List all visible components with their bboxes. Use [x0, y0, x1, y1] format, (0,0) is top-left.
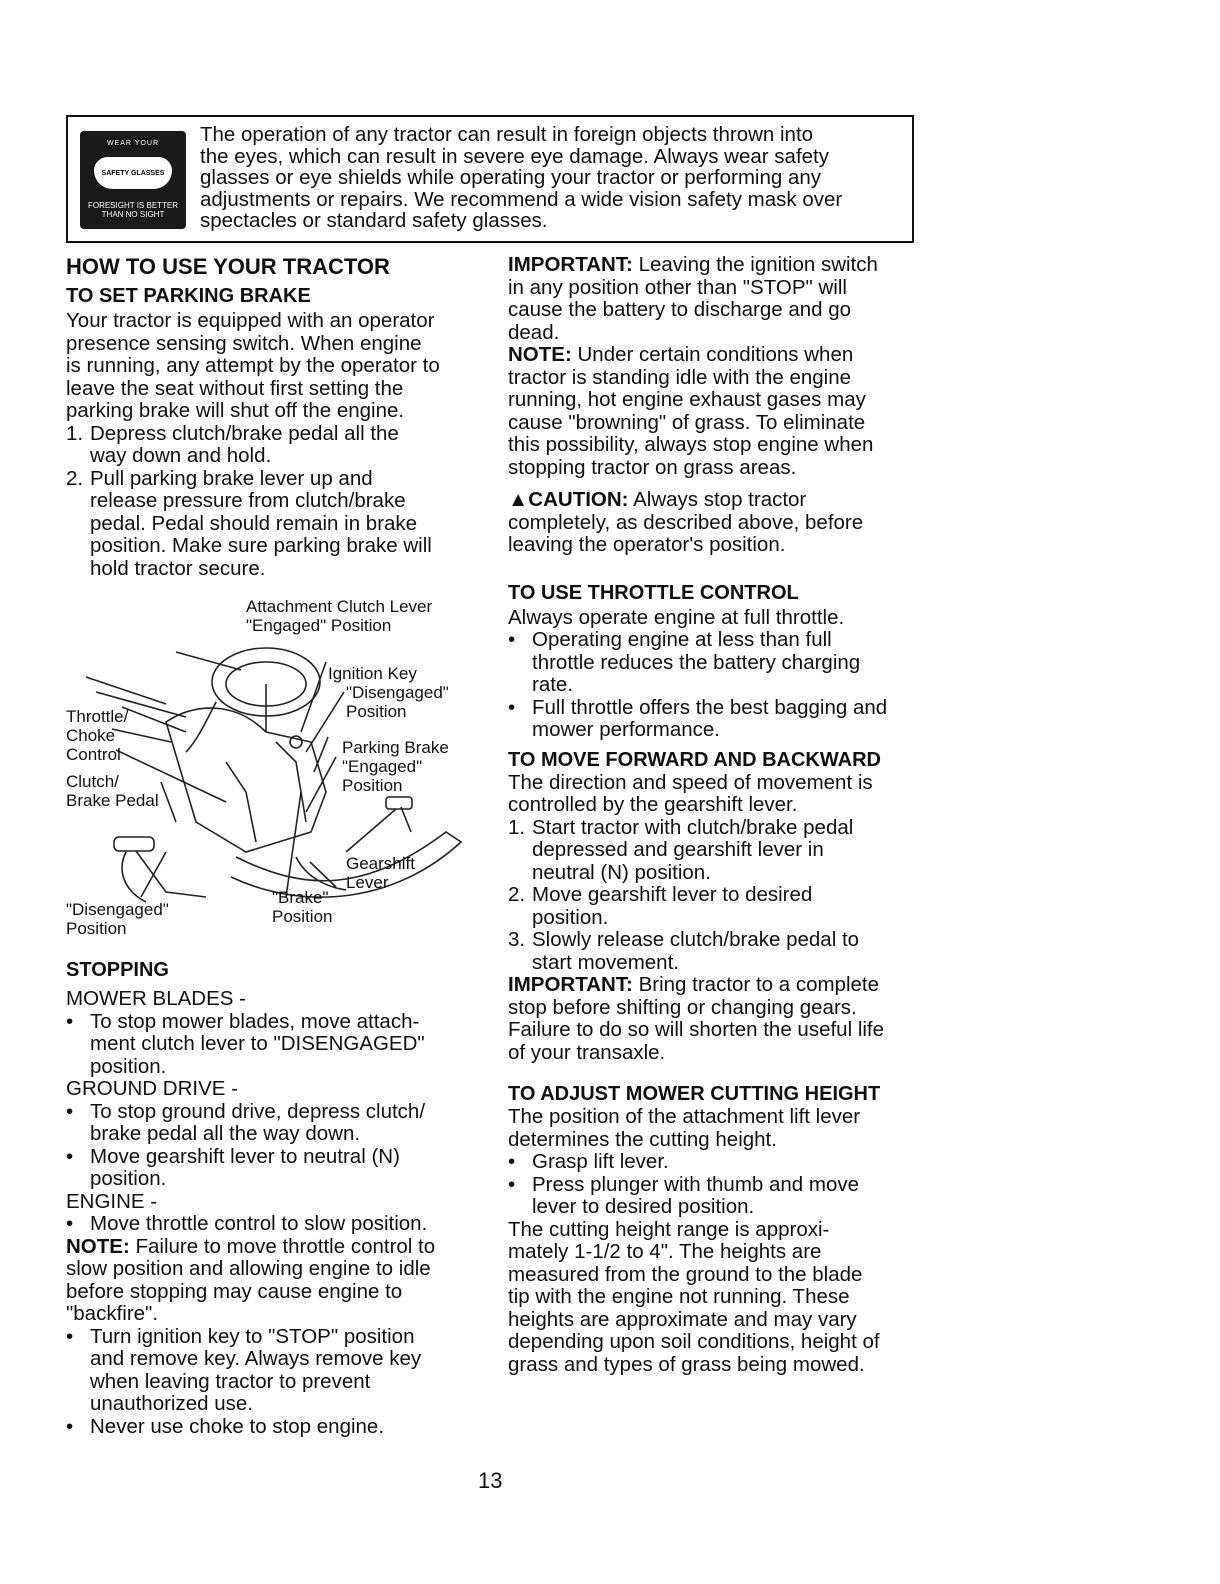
label-line: "Brake" — [272, 888, 329, 907]
engine-bullet-choke — [66, 1416, 476, 1439]
text-line: measured from the ground to the blade — [508, 1262, 863, 1286]
label-line: Position — [342, 776, 403, 795]
text-line: and remove key. Always remove key — [90, 1347, 422, 1370]
text-line: Failure to move throttle control to — [135, 1234, 436, 1258]
text-line: heights are approximate and may vary — [508, 1307, 857, 1331]
text-line: To stop mower blades, move attach- — [90, 1009, 420, 1033]
text-line: depending upon soil conditions, height of — [508, 1330, 880, 1353]
text-line: Always stop tractor — [633, 488, 807, 511]
text-line: presence sensing switch. When engine — [66, 331, 422, 355]
text-line: way down and hold. — [90, 444, 272, 467]
text-line: of your transaxle. — [508, 1040, 666, 1064]
mower-bullet — [66, 1011, 476, 1079]
cutting-bullet-2 — [508, 1174, 918, 1219]
important-label: IMPORTANT: — [508, 973, 633, 996]
text-line: ment clutch lever to "DISENGAGED" — [90, 1032, 425, 1055]
text-line: Move gearshift lever to neutral (N) — [90, 1144, 400, 1168]
icon-caption-top: WEAR YOUR — [106, 140, 160, 147]
text-line: stop before shifting or changing gears. — [508, 995, 857, 1019]
label-line: Gearshift — [346, 854, 415, 873]
text-line: parking brake will shut off the engine. — [66, 399, 405, 422]
ground-bullet-2 — [66, 1146, 476, 1191]
text-line: tip with the engine not running. These — [508, 1285, 850, 1308]
label-throttle-choke — [66, 707, 128, 764]
icon-caption-bottom-2: THAN NO SIGHT — [101, 210, 165, 219]
label-line: "Engaged" Position — [246, 616, 392, 635]
text-line: brake pedal all the way down. — [90, 1122, 361, 1145]
text-line: Never use choke to stop engine. — [90, 1414, 385, 1438]
warning-text — [200, 124, 906, 232]
text-line: determines the cutting height. — [508, 1127, 777, 1151]
step-number: 3. — [508, 928, 526, 951]
engine-bullet — [66, 1213, 476, 1236]
text-line: Operating engine at less than full — [532, 628, 832, 651]
warning-line: adjustments or repairs. We recommend a wide vision safety mask over — [200, 187, 843, 211]
text-line: The position of the attachment lift lever — [508, 1105, 861, 1128]
step-number: 2. — [508, 883, 526, 906]
engine-note — [66, 1236, 476, 1326]
important-ignition — [508, 254, 918, 344]
label-clutch-brake — [66, 772, 159, 810]
label-brake-position — [272, 888, 332, 926]
bullet-icon: • — [66, 1009, 74, 1033]
label-line: Position — [272, 907, 333, 926]
text-line: Turn ignition key to "STOP" position — [90, 1324, 415, 1348]
move-intro — [508, 772, 918, 817]
bullet-icon: • — [66, 1212, 74, 1235]
label-ignition-key — [328, 664, 449, 721]
text-line: when leaving tractor to prevent — [90, 1369, 371, 1393]
text-line: Move gearshift lever to desired — [532, 883, 813, 906]
text-line: "backfire". — [66, 1302, 159, 1325]
caution-label: CAUTION: — [528, 488, 629, 511]
parking-step-2 — [66, 468, 476, 581]
label-line: Ignition Key — [328, 664, 417, 683]
text-line: Pull parking brake lever up and — [90, 466, 373, 490]
ground-drive-subheading: GROUND DRIVE - — [66, 1077, 238, 1100]
text-line: Your tractor is equipped with an operator — [66, 309, 435, 332]
text-line: position. — [90, 1167, 167, 1190]
icon-caption-bottom — [80, 201, 186, 219]
bullet-icon: • — [508, 1150, 516, 1173]
text-line: The cutting height range is approxi- — [508, 1217, 830, 1241]
text-line: Leaving the ignition switch — [638, 253, 878, 276]
mower-blades-subheading: MOWER BLADES - — [66, 987, 246, 1010]
text-line: tractor is standing idle with the engine — [508, 365, 852, 389]
note-label: NOTE: — [508, 343, 572, 366]
left-column-bottom — [66, 958, 476, 1438]
text-line: neutral (N) position. — [532, 860, 711, 884]
text-line: Slowly release clutch/brake pedal to — [532, 928, 860, 951]
cutting-outro — [508, 1219, 918, 1377]
text-line: lever to desired position. — [532, 1195, 755, 1218]
label-line: Choke — [66, 726, 116, 745]
engine-bullet-key — [66, 1326, 476, 1416]
label-line: Position — [346, 702, 407, 721]
text-line: To stop ground drive, depress clutch/ — [90, 1099, 426, 1123]
label-disengaged-position — [66, 900, 169, 938]
note-browning — [508, 344, 918, 479]
move-step-2 — [508, 884, 918, 929]
bullet-icon: • — [508, 628, 516, 651]
text-line: unauthorized use. — [90, 1392, 253, 1415]
text-line: cause "browning" of grass. To eliminate — [508, 410, 866, 434]
safety-glasses-icon — [80, 131, 186, 229]
throttle-intro: Always operate engine at full throttle. — [508, 605, 845, 629]
left-column-top — [66, 254, 476, 580]
text-line: Depress clutch/brake pedal all the — [90, 421, 399, 445]
main-heading: HOW TO USE YOUR TRACTOR — [66, 254, 390, 279]
text-line: Under certain conditions when — [577, 343, 854, 366]
throttle-bullet-2 — [508, 697, 918, 742]
text-line: completely, as described above, before — [508, 510, 864, 534]
label-parking-brake — [342, 738, 449, 795]
text-line: hold tractor secure. — [90, 556, 266, 580]
bullet-icon: • — [508, 1172, 516, 1196]
text-line: stopping tractor on grass areas. — [508, 455, 797, 479]
text-line: release pressure from clutch/brake — [90, 489, 406, 512]
label-line: Brake Pedal — [66, 791, 159, 810]
label-line: Position — [66, 919, 127, 938]
text-line: leaving the operator's position. — [508, 533, 786, 556]
important-label: IMPORTANT: — [508, 253, 633, 276]
caution-icon: ▲ — [508, 488, 529, 511]
text-line: before stopping may cause engine to — [66, 1279, 403, 1303]
label-attachment-clutch — [246, 597, 432, 635]
warning-line: spectacles or standard safety glasses. — [200, 209, 548, 232]
text-line: throttle reduces the battery charging — [532, 650, 861, 674]
warning-line: glasses or eye shields while operating your tractor or performing any — [200, 166, 821, 189]
text-line: position. Make sure parking brake will — [90, 534, 432, 557]
bullet-icon: • — [508, 695, 516, 719]
text-line: Start tractor with clutch/brake pedal — [532, 815, 854, 839]
step-number: 1. — [508, 815, 526, 839]
label-line: "Disengaged" — [346, 683, 449, 702]
note-label: NOTE: — [66, 1234, 130, 1258]
label-line: Clutch/ — [66, 772, 119, 791]
text-line: position. — [532, 905, 609, 929]
text-line: in any position other than "STOP" will — [508, 275, 847, 299]
parking-step-1 — [66, 423, 476, 468]
step-number: 2. — [66, 466, 84, 490]
text-line: mately 1-1/2 to 4". The heights are — [508, 1240, 822, 1263]
important-gears — [508, 974, 918, 1064]
move-step-1 — [508, 817, 918, 885]
move-step-3 — [508, 929, 918, 974]
parking-intro — [66, 310, 476, 423]
ground-bullet-1 — [66, 1101, 476, 1146]
text-line: depressed and gearshift lever in — [532, 838, 824, 861]
text-line: mower performance. — [532, 718, 720, 741]
label-line: Throttle/ — [66, 707, 129, 726]
text-line: Press plunger with thumb and move — [532, 1172, 860, 1196]
text-line: Move throttle control to slow position. — [90, 1212, 428, 1235]
text-line: grass and types of grass being mowed. — [508, 1352, 865, 1376]
label-line: "Disengaged" — [66, 900, 169, 919]
text-line: dead. — [508, 320, 560, 344]
warning-line: the eyes, which can result in severe eye damage. Always wear safety — [200, 144, 829, 168]
step-number: 1. — [66, 421, 84, 445]
text-line: Grasp lift lever. — [532, 1150, 669, 1173]
text-line: start movement. — [532, 950, 679, 974]
text-line: leave the seat without first setting the — [66, 376, 404, 400]
cutting-intro — [508, 1106, 918, 1151]
safety-glasses-warning-box — [66, 115, 914, 243]
bullet-icon: • — [66, 1324, 74, 1348]
stopping-heading: STOPPING — [66, 959, 169, 981]
label-gearshift — [346, 854, 415, 892]
ignition-key — [290, 736, 302, 748]
caution-block — [508, 489, 918, 557]
text-line: controlled by the gearshift lever. — [508, 793, 798, 816]
bullet-icon: • — [66, 1144, 74, 1168]
gearshift-knob — [386, 797, 412, 809]
icon-caption-bottom-1: FORESIGHT IS BETTER — [87, 201, 179, 210]
text-line: Failure to do so will shorten the useful life — [508, 1018, 885, 1041]
text-line: position. — [90, 1054, 167, 1078]
text-line: pedal. Pedal should remain in brake — [90, 511, 418, 535]
label-line: Parking Brake — [342, 738, 449, 757]
text-line: Bring tractor to a complete — [638, 973, 880, 996]
text-line: slow position and allowing engine to idle — [66, 1257, 431, 1280]
cutting-height-heading: TO ADJUST MOWER CUTTING HEIGHT — [508, 1083, 881, 1105]
bullet-icon: • — [66, 1414, 74, 1438]
parking-brake-heading: TO SET PARKING BRAKE — [66, 285, 311, 307]
brake-pedal — [114, 837, 154, 851]
cutting-bullet-1 — [508, 1151, 918, 1174]
tractor-controls-diagram — [66, 592, 486, 942]
label-line: Lever — [346, 873, 389, 892]
icon-caption-mid: SAFETY GLASSES — [101, 170, 165, 177]
throttle-bullet-1 — [508, 629, 918, 697]
engine-subheading: ENGINE - — [66, 1189, 158, 1213]
text-line: Full throttle offers the best bagging and — [532, 695, 888, 719]
label-line: "Engaged" — [342, 757, 423, 776]
warning-line: The operation of any tractor can result in foreign objects thrown into — [200, 123, 814, 146]
page-number: 13 — [478, 1468, 503, 1493]
text-line: this possibility, always stop engine when — [508, 433, 874, 456]
text-line: running, hot engine exhaust gases may — [508, 388, 866, 411]
text-line: The direction and speed of movement is — [508, 770, 873, 794]
move-heading: TO MOVE FORWARD AND BACKWARD — [508, 748, 881, 771]
label-line: Attachment Clutch Lever — [246, 597, 433, 616]
right-column — [508, 254, 918, 1376]
text-line: rate. — [532, 673, 574, 696]
label-line: Control — [66, 745, 121, 764]
text-line: cause the battery to discharge and go — [508, 298, 852, 321]
text-line: is running, any attempt by the operator to — [66, 354, 440, 377]
bullet-icon: • — [66, 1099, 74, 1123]
throttle-heading: TO USE THROTTLE CONTROL — [508, 581, 799, 604]
